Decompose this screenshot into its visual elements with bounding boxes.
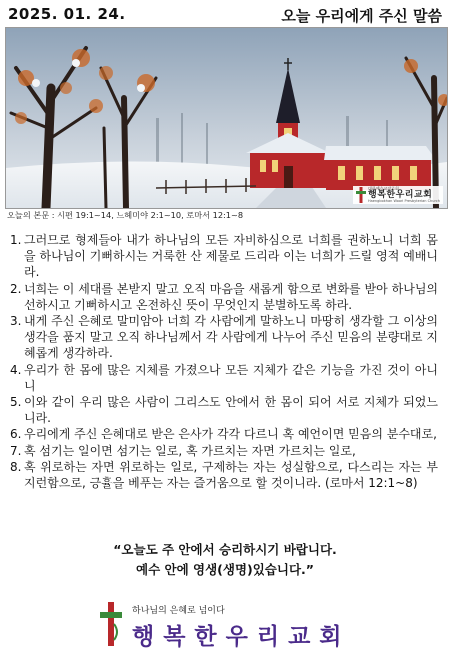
cross-logo-icon [356,187,366,203]
verse-text: 우리에게 주신 은혜대로 받은 은사가 각각 다르니 혹 예언이면 믿음의 분수대로, [24,427,437,442]
verse-number: 3. [10,314,22,329]
verse-text: 우리가 한 몸에 많은 지체를 가졌으나 모든 지체가 같은 기능을 가진 것이 아니니 [24,362,438,393]
verse-item [10,362,438,394]
closing-line-2: 예수 안에 영생(생명)있습니다.” [136,562,314,577]
verse-text: 너희는 이 세대를 본받지 말고 오직 마음을 새롭게 함으로 변화를 받아 하나님의 선하시고 기뻐하시고 온전하신 뜻이 무엇인지 분별하도록 하라. [24,281,438,312]
hero-image [5,27,448,209]
verse-text: 혹 위로하는 자면 위로하는 일로, 구제하는 자는 성실함으로, 다스리는 자는 부지런함으로, 긍휼을 베푸는 자는 즐거움으로 할 것이니라. (로마서 12:1~8) [24,459,438,491]
church-badge [353,186,443,205]
winter-church-painting [6,28,447,208]
verse-item [10,232,438,281]
footer-tagline: 하나님의 은혜로 넘이다 [132,606,225,616]
badge-small-text: 대한예수교장로회 [368,185,399,191]
closing-message [0,540,450,580]
scripture-reference: 오늘의 본문 : 시편 19:1~14, 느헤미야 2:1~10, 로마서 12:1~8 [7,210,244,220]
verse-text: 혹 섬기는 일이면 섬기는 일로, 혹 가르치는 자면 가르치는 일로, [24,443,356,458]
verse-number: 6. [10,427,22,442]
verse-item [10,313,438,362]
verse-number: 1. [10,233,22,247]
verse-number: 8. [10,459,22,474]
verse-item [10,281,438,313]
verse-text: 이와 같이 우리 많은 사람이 그리스도 안에서 한 몸이 되어 서로 지체가 되었느니라. [24,395,438,426]
verse-list [10,232,438,491]
verse-item [10,443,438,459]
verse-number: 7. [10,443,22,458]
page-title: 오늘 우리에게 주신 말씀 [281,7,442,25]
verse-item [10,394,438,426]
header [0,0,450,26]
verse-number: 5. [10,395,22,410]
verse-number: 2. [10,281,22,296]
verse-item [10,459,438,491]
verse-item [10,426,438,442]
footer-logo [100,598,360,648]
cross-logo-icon [100,602,122,646]
verse-number: 4. [10,362,22,377]
badge-church-name: 행복한우리교회 [368,189,433,200]
verse-text: 내게 주신 은혜로 말미암아 너희 각 사람에게 말하노니 마땅히 생각할 그 이상의 생각을 품지 말고 오직 하나님께서 각 사람에게 나누어 주신 믿음의 분량대로 지혜롭게 생각하라. [24,314,438,361]
badge-english-name: Haengbokhan Woori Presbyterian Church [368,198,440,203]
closing-line-1: “오늘도 주 안에서 승리하시기 바랍니다. [113,542,337,557]
date: 2025. 01. 24. [8,5,126,23]
verse-text: 그러므로 형제들아 내가 하나님의 모든 자비하심으로 너희를 권하노니 너희 몸을 하나님이 기뻐하시는 거룩한 산 제물로 드리라 이는 너희가 드릴 영적 예배니라. [24,233,438,280]
footer-church-name: 행복한우리교회 [132,624,351,650]
